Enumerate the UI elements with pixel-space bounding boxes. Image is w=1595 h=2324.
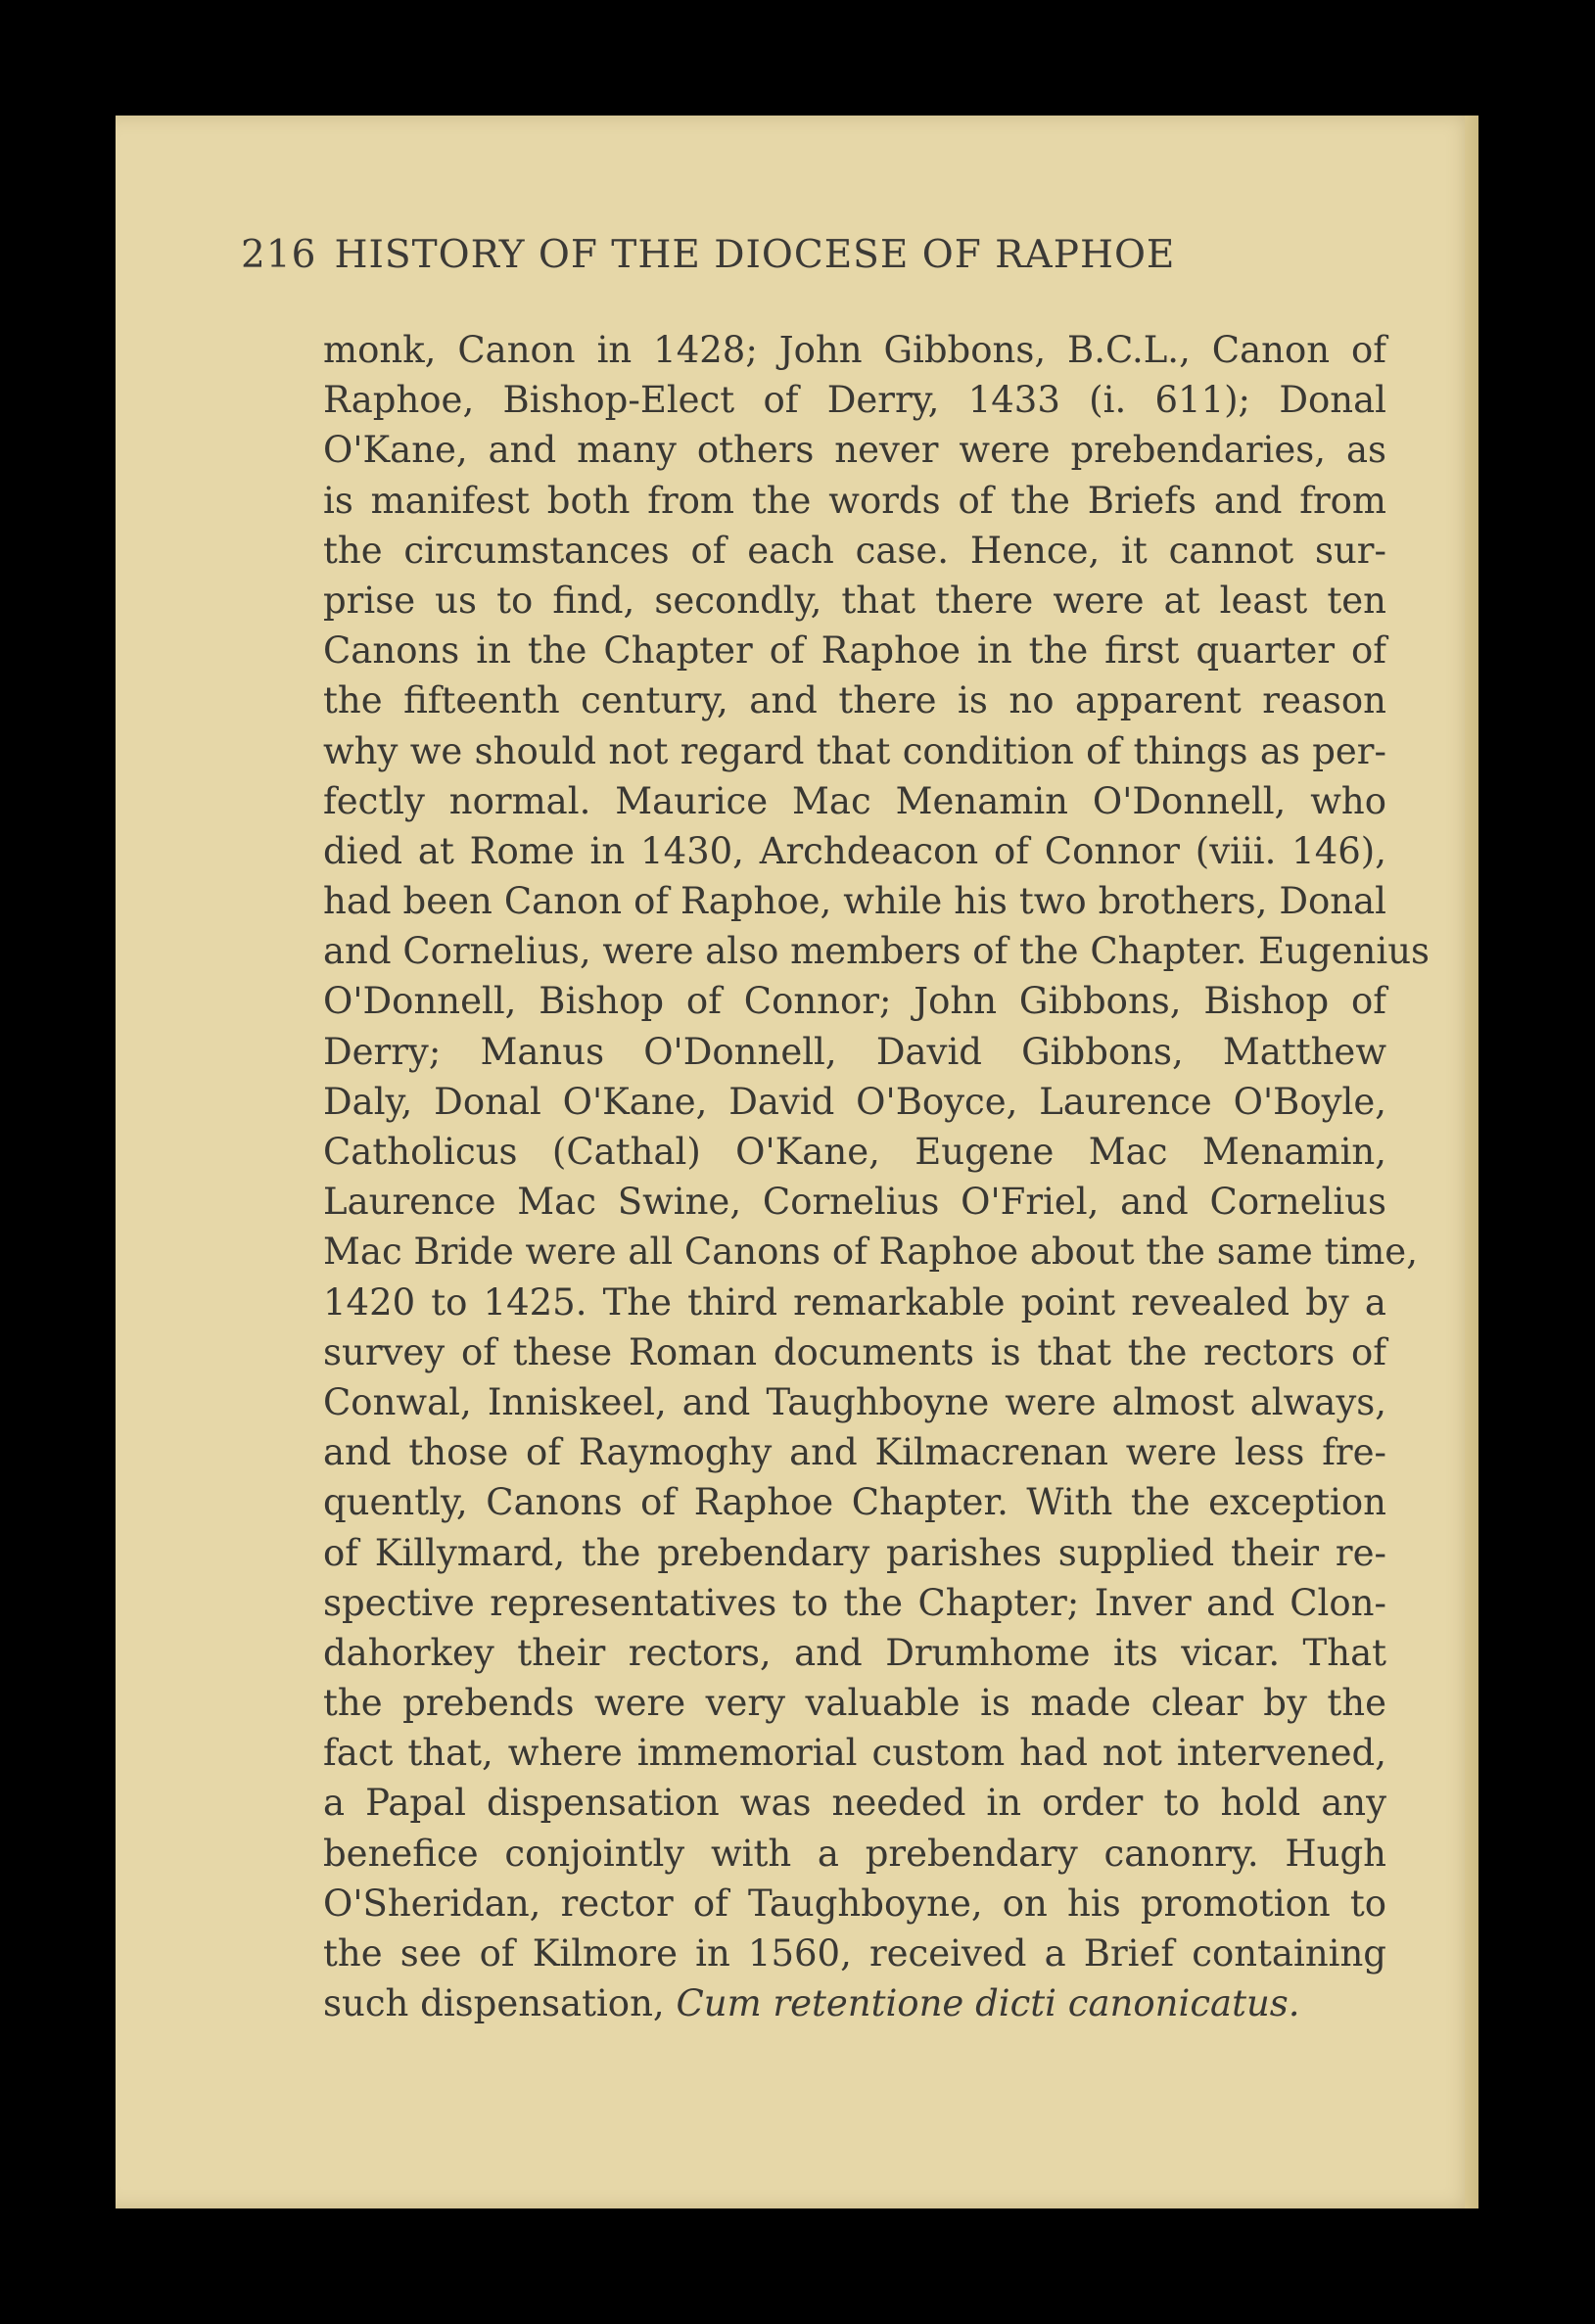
text-line: why we should not regard that condition of things as per- [323,729,1386,772]
text-line: the prebends were very valuable is made clear by the [323,1682,1386,1725]
final-line-roman: such dispensation, [323,1982,677,2025]
text-line: fectly normal. Maurice Mac Menamin O'Donnell, who [323,779,1386,822]
text-line: survey of these Roman documents is that the rectors of [323,1330,1386,1373]
text-line: is manifest both from the words of the Briefs and from [323,479,1386,522]
text-line: Conwal, Inniskeel, and Taughboyne were almost always, [323,1380,1386,1423]
text-line: O'Donnell, Bishop of Connor; John Gibbons, Bishop of [323,980,1386,1023]
final-text-line [323,1978,1386,2028]
running-head [241,233,1367,277]
text-line: and those of Raymoghy and Kilmacrenan were less fre- [323,1431,1386,1474]
text-line: the circumstances of each case. Hence, it cannot sur- [323,529,1386,572]
text-line: of Killymard, the prebendary parishes supplied their re- [323,1531,1386,1574]
text-line: Raphoe, Bishop-Elect of Derry, 1433 (i. 611); Donal [323,379,1386,422]
text-line: Catholicus (Cathal) O'Kane, Eugene Mac Menamin, [323,1131,1386,1173]
text-line: fact that, where immemorial custom had not intervened, [323,1732,1386,1775]
text-line: O'Kane, and many others never were prebendaries, as [323,429,1386,472]
running-head-title: HISTORY OF THE DIOCESE OF RAPHOE [334,233,1176,277]
text-line: the fifteenth century, and there is no apparent reason [323,679,1386,722]
text-line: and Cornelius, were also members of the Chapter. Eugenius [323,930,1431,973]
text-line: O'Sheridan, rector of Taughboyne, on his promotion to [323,1882,1386,1925]
text-line: dahorkey their rectors, and Drumhome its vicar. That [323,1631,1386,1674]
text-line: a Papal dispensation was needed in order to hold any [323,1782,1386,1825]
text-line: the see of Kilmore in 1560, received a Brief containing [323,1932,1386,1975]
text-line: spective representatives to the Chapter; Inver and Clon- [323,1581,1386,1624]
text-line: had been Canon of Raphoe, while his two brothers, Donal [323,880,1386,923]
page-edge [1465,116,1478,2208]
text-line: Mac Bride were all Canons of Raphoe about the same time, [323,1231,1418,1274]
latin-quotation: Cum retentione dicti canonicatus. [676,1982,1300,2025]
page-number: 216 [241,233,317,277]
text-line: 1420 to 1425. The third remarkable point revealed by a [323,1280,1386,1324]
body-text [323,325,1431,2028]
text-line: died at Rome in 1430, Archdeacon of Connor (viii. 146), [323,829,1386,872]
text-line: benefice conjointly with a prebendary canonry. Hugh [323,1832,1386,1875]
text-line: Laurence Mac Swine, Cornelius O'Friel, and Cornelius [323,1181,1386,1224]
text-line: Canons in the Chapter of Raphoe in the first quarter of [323,629,1386,673]
text-line: quently, Canons of Raphoe Chapter. With the exception [323,1481,1386,1524]
text-line: Derry; Manus O'Donnell, David Gibbons, Matthew [323,1030,1386,1073]
text-line: monk, Canon in 1428; John Gibbons, B.C.L., Canon of [323,329,1386,371]
text-line: prise us to find, secondly, that there were at least ten [323,579,1386,622]
text-line: Daly, Donal O'Kane, David O'Boyce, Laurence O'Boyle, [323,1080,1386,1123]
